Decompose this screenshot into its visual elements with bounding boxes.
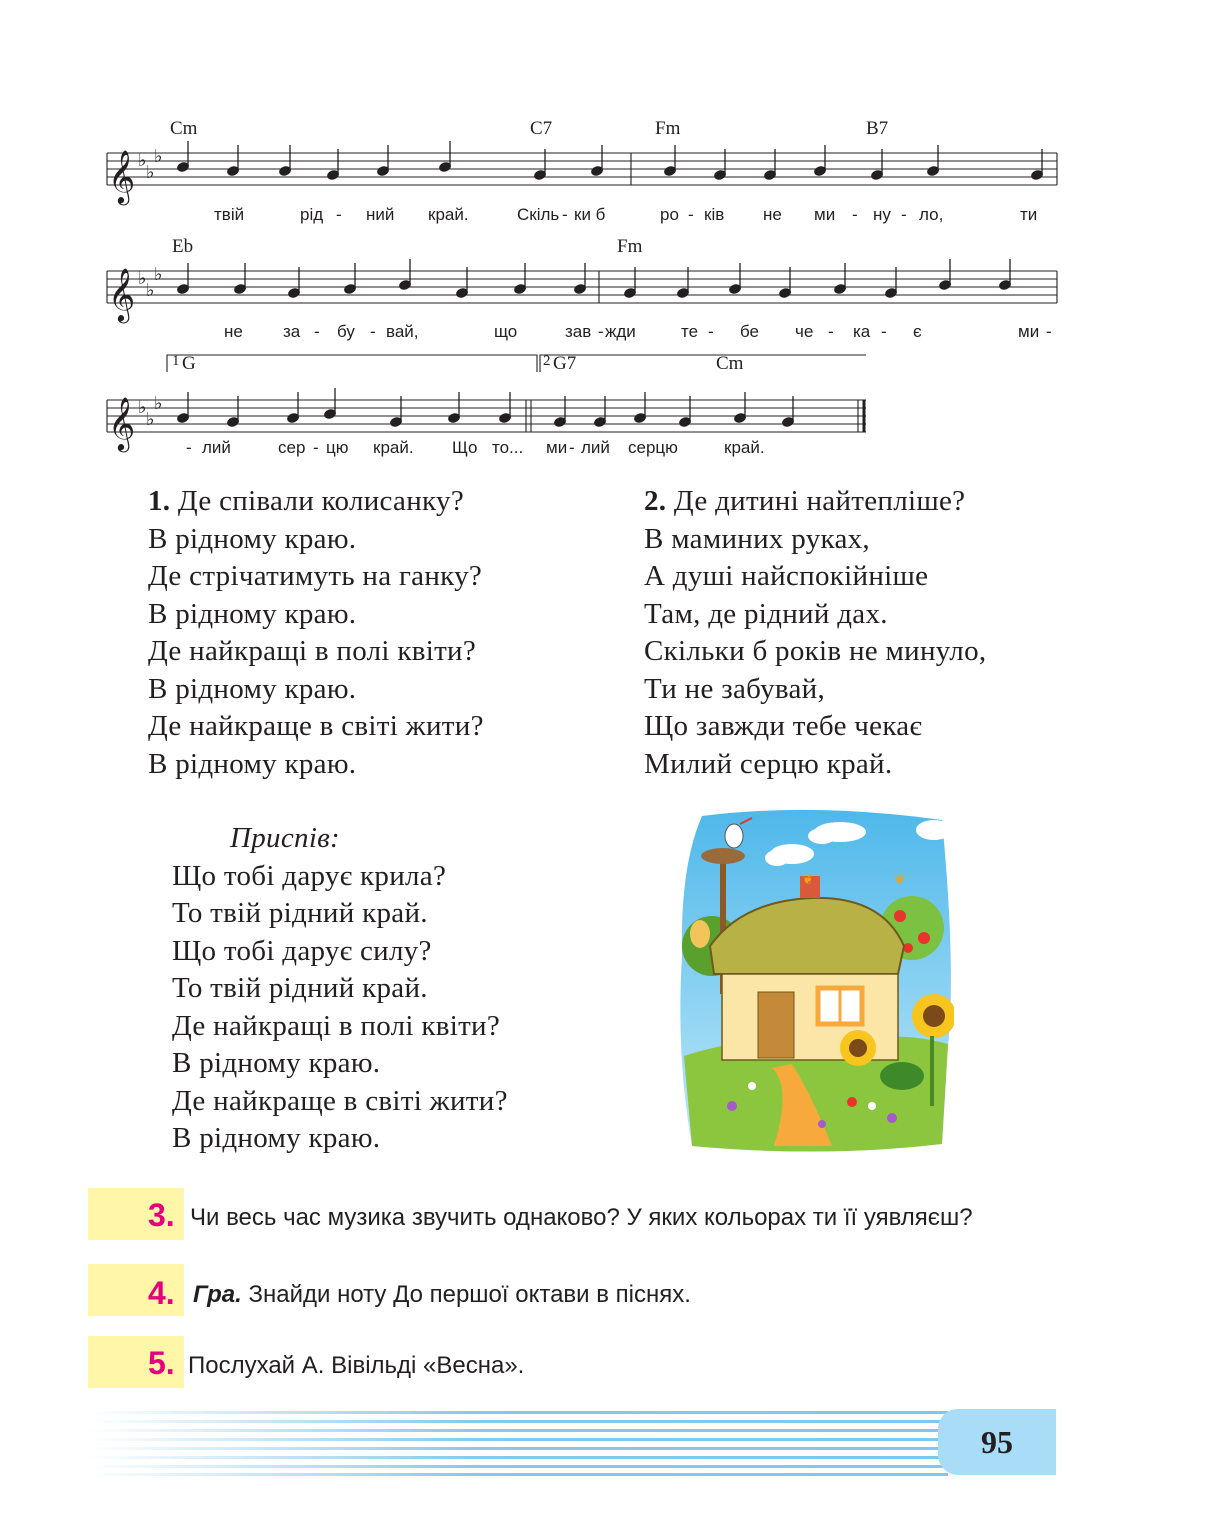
svg-text:❦: ❦ [802, 872, 814, 888]
lyric-syllable: що [494, 322, 518, 341]
footer-stripes [88, 1409, 948, 1475]
chord-label: C7 [530, 118, 553, 139]
chord-label: G [182, 353, 196, 374]
lyric-syllable: - [313, 438, 319, 457]
staff-lines [0, 0, 1211, 470]
lyric-syllable: цю [326, 438, 349, 457]
svg-text:♭: ♭ [154, 393, 163, 414]
chord-label: B7 [866, 118, 889, 139]
task-number: 5. [148, 1345, 175, 1381]
chord-label: Fm [617, 236, 643, 257]
svg-text:❦: ❦ [894, 872, 906, 888]
chord-label: Eb [172, 236, 194, 257]
lyric-syllable: зав [565, 322, 592, 341]
lyric-syllable: - [562, 205, 568, 224]
lyric-syllable: бе [740, 322, 760, 341]
verse-line: Де співали колисанку? [177, 485, 464, 517]
lyric-syllable: край. [373, 438, 414, 457]
lyric-syllable: сер [278, 438, 306, 457]
chord-label: Fm [655, 118, 681, 139]
task-5-text [188, 1352, 524, 1380]
task-number: 4. [148, 1275, 175, 1311]
lyric-syllable: за [283, 322, 301, 341]
lyric-syllable: то... [492, 438, 524, 457]
lyric-syllable: край. [724, 438, 765, 457]
chorus-title: Приспів: [230, 822, 341, 854]
chorus-line: То твій рідний край. [172, 897, 428, 929]
verse-line: В рідному краю. [148, 522, 357, 555]
verse-line: Що завжди тебе чекає [644, 710, 923, 742]
lyric-syllable: бу [337, 322, 355, 341]
lyric-syllable: ти [1020, 205, 1038, 224]
lyric-syllable: Скіль [517, 205, 560, 224]
lyric-syllable: ка [853, 322, 871, 341]
svg-text:𝄞: 𝄞 [108, 396, 136, 450]
svg-text:♭: ♭ [146, 409, 155, 430]
task-4-text [193, 1281, 691, 1309]
svg-text:♭: ♭ [138, 268, 147, 289]
lyric-syllable: ми [814, 205, 836, 224]
verse-number: 1. [148, 485, 171, 517]
verse-line: А душі найспокійніше [644, 560, 929, 592]
lyric-syllable: ки б [574, 205, 606, 224]
lyric-syllable: ми [1018, 322, 1040, 341]
lyric-syllable: лий [581, 438, 610, 457]
lyric-syllable: не [224, 322, 243, 341]
svg-text:♭: ♭ [138, 150, 147, 171]
task-body: Чи весь час музика звучить однаково? У яких кольорах ти її уявляєш? [190, 1204, 973, 1231]
svg-text:♭: ♭ [146, 280, 155, 301]
verse-line: Милий серцю край. [644, 747, 893, 780]
lyric-syllable: не [763, 205, 782, 224]
lyric-syllable: - [688, 205, 694, 224]
lyric-syllable: че [795, 322, 814, 341]
svg-text:𝄞: 𝄞 [108, 267, 136, 321]
lyric-syllable: ми [546, 438, 568, 457]
verse-line: Де найкраще в світі жити? [148, 710, 484, 742]
verse-line: В маминих руках, [644, 522, 870, 555]
lyric-syllable: рід [300, 205, 324, 224]
volta-number: 2 [543, 353, 551, 369]
lyric-syllable: те [681, 322, 699, 341]
lyric-syllable: - [852, 205, 858, 224]
lyric-syllable: - [370, 322, 376, 341]
verse-line: Де стрічатимуть на ганку? [148, 560, 483, 592]
svg-text:♭: ♭ [146, 162, 155, 183]
chorus-line: В рідному краю. [172, 1047, 381, 1079]
lyric-syllable: ків [704, 205, 725, 224]
lyric-syllable: ний [366, 205, 395, 224]
verse-2 [644, 483, 986, 783]
task-body: Послухай А. Вівільді «Весна». [188, 1352, 525, 1379]
lyric-syllable: вай, [386, 322, 419, 341]
lyric-syllable: - [901, 205, 907, 224]
volta-number: 1 [172, 353, 180, 369]
task-3-text [190, 1204, 973, 1232]
lyric-syllable: - [314, 322, 320, 341]
lyric-syllable: є [913, 322, 922, 341]
lyric-syllable: - [598, 322, 604, 341]
chord-label: G7 [553, 353, 577, 374]
page-number: 95 [981, 1424, 1013, 1460]
chorus-line: Де найкраще в світі жити? [172, 1084, 508, 1117]
lyric-syllable: твій [214, 205, 245, 224]
chorus-line: Що тобі дарує силу? [172, 934, 432, 967]
task-body: Знайди ноту До першої октави в піснях. [241, 1281, 691, 1308]
lyric-syllable: - [569, 438, 575, 457]
verse-line: Скільки б років не минуло, [644, 635, 987, 667]
verse-line: В рідному краю. [148, 597, 357, 630]
lyric-syllable: ро [660, 205, 679, 224]
lyric-syllable: лий [202, 438, 231, 457]
verse-1 [148, 483, 484, 783]
verse-line: Де найкращі в полі квіти? [148, 635, 477, 667]
cottage-illustration [672, 806, 954, 1156]
lyric-syllable: - [708, 322, 714, 341]
lyric-syllable: - [1046, 322, 1052, 341]
verse-line: Ти не забувай, [644, 672, 826, 705]
chord-label: Cm [716, 353, 744, 374]
verse-line: В рідному краю. [148, 672, 357, 705]
verse-line: Де дитині найтепліше? [673, 485, 966, 517]
lyric-syllable: - [336, 205, 342, 224]
lyric-syllable: - [186, 438, 192, 457]
task-emphasis: Гра. [193, 1281, 242, 1308]
verse-line: Там, де рідний дах. [644, 597, 888, 630]
svg-text:♭: ♭ [154, 146, 163, 167]
verse-number: 2. [644, 485, 667, 517]
lyric-syllable: ло, [919, 205, 944, 224]
lyric-syllable: - [881, 322, 887, 341]
lyric-syllable: жди [605, 322, 636, 341]
task-number: 3. [148, 1197, 175, 1233]
lyric-syllable: край. [428, 205, 469, 224]
chorus-line: В рідному краю. [172, 1122, 381, 1154]
chorus-line: Де найкращі в полі квіти? [172, 1009, 501, 1042]
svg-text:𝄞: 𝄞 [108, 149, 136, 203]
chorus-line: Що тобі дарує крила? [172, 859, 447, 892]
svg-text:♭: ♭ [154, 264, 163, 285]
lyric-syllable: серцю [628, 438, 678, 457]
lyric-syllable: ну [873, 205, 891, 224]
svg-text:♭: ♭ [138, 397, 147, 418]
chorus-line: То твій рідний край. [172, 972, 428, 1004]
chord-label: Cm [170, 118, 198, 139]
lyric-syllable: - [828, 322, 834, 341]
verse-line: В рідному краю. [148, 747, 357, 780]
lyric-syllable: Що [452, 438, 478, 457]
chorus [172, 820, 508, 1158]
